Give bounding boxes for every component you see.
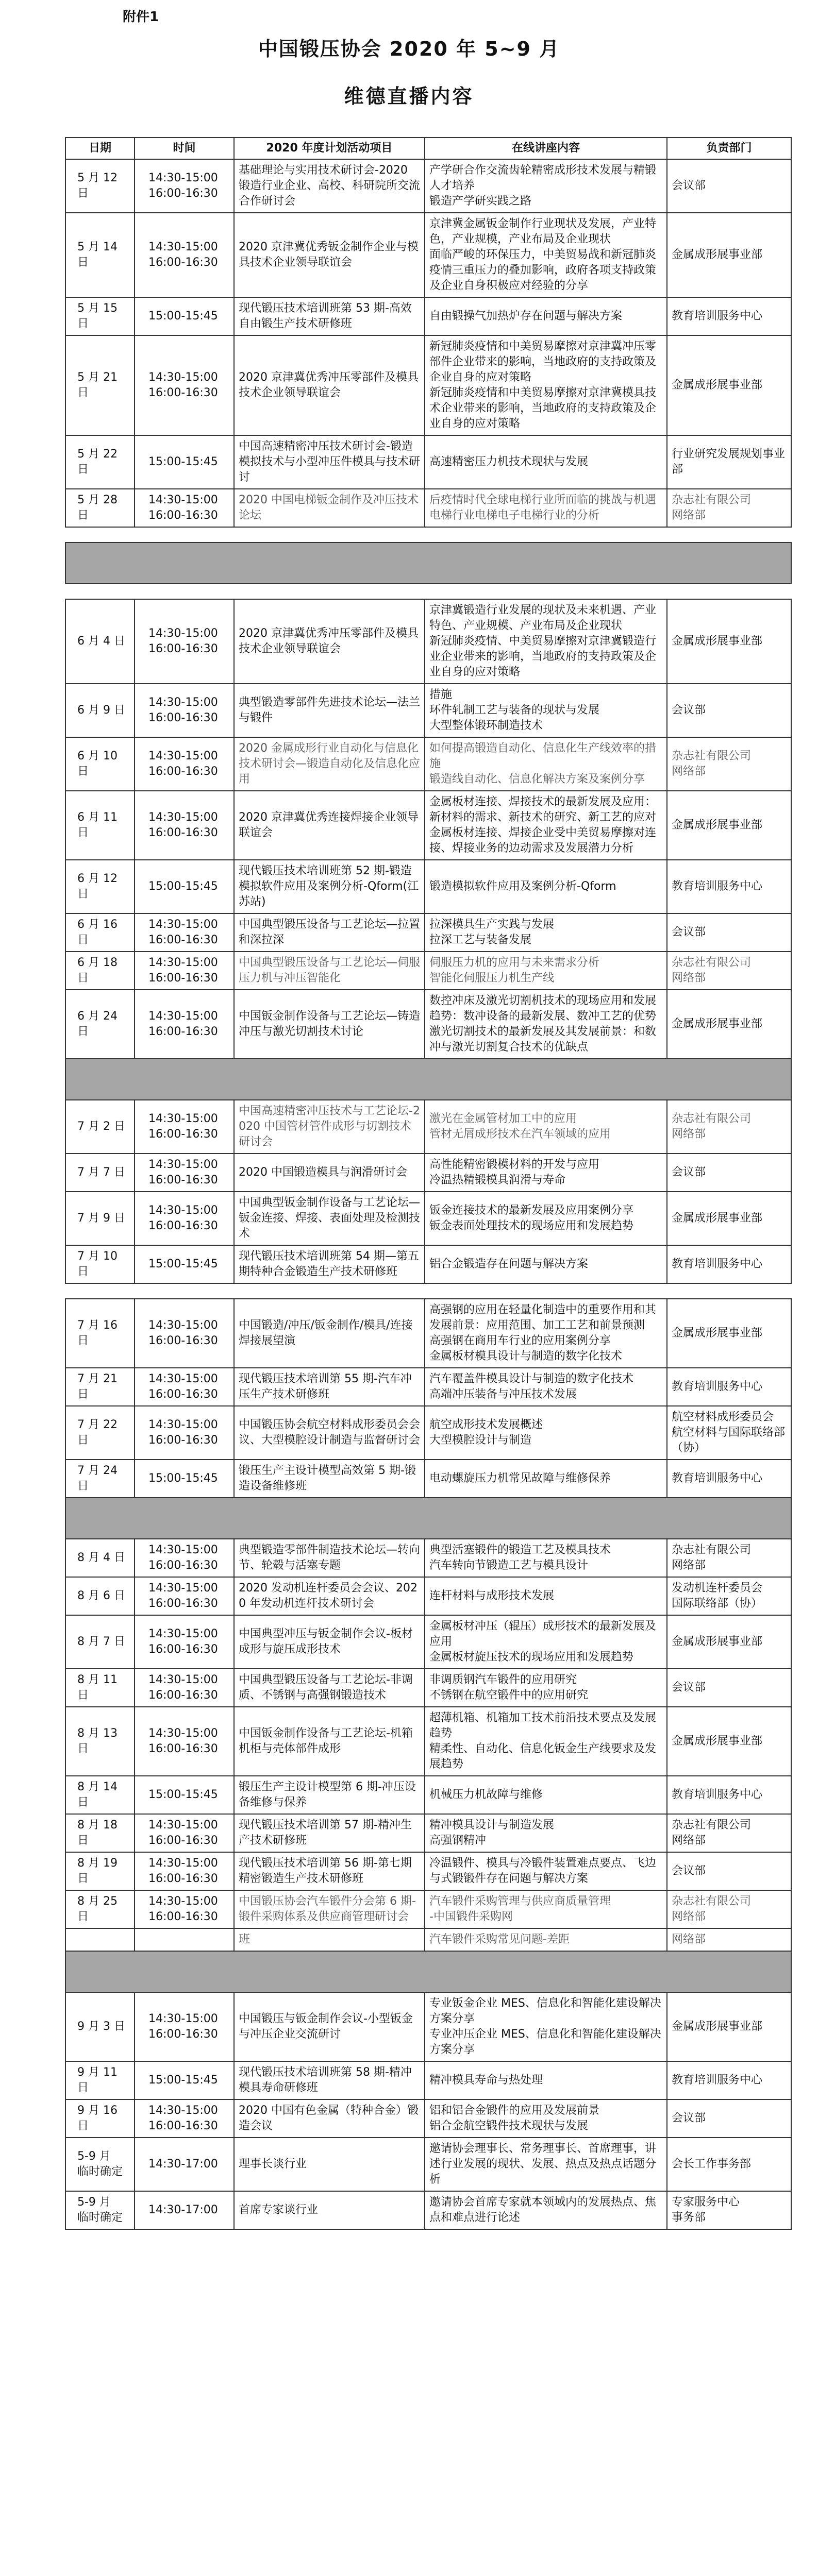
department-cell: 金属成形展事业部: [667, 1707, 791, 1776]
date-cell: 7 月 22 日: [65, 1406, 135, 1460]
time-cell: 14:30-15:00 16:00-16:30: [135, 1406, 234, 1460]
table-row: [65, 2138, 791, 2191]
table-row: [65, 1460, 791, 1498]
department-cell: 发动机连杆委员会 国际联络部（协）: [667, 1577, 791, 1615]
project-cell: 中国典型钣金制作设备与工艺论坛—钣金连接、焊接、表面处理及检测技术: [234, 1192, 425, 1245]
time-cell: 14:30-15:00 16:00-16:30: [135, 213, 234, 297]
date-cell: 8 月 6 日: [65, 1577, 135, 1615]
date-cell: 9 月 11 日: [65, 2061, 135, 2099]
document-title: 中国锻压协会 2020 年 5~9 月: [258, 38, 560, 60]
time-cell: 14:30-15:00 16:00-16:30: [135, 1615, 234, 1669]
department-cell: 金属成形展事业部: [667, 1615, 791, 1669]
table-row: [65, 1154, 791, 1192]
department-cell: 杂志社有限公司 网络部: [667, 1100, 791, 1154]
department-cell: 会议部: [667, 913, 791, 952]
content-cell: 措施 环件轧制工艺与装备的现状与发展 大型整体锻环制造技术: [425, 684, 667, 737]
time-cell: 14:30-15:00 16:00-16:30: [135, 1814, 234, 1852]
section-separator: [65, 543, 791, 584]
project-cell: 中国锻压协会汽车锻件分会第 6 期-锻件采购体系及供应商管理研讨会: [234, 1890, 425, 1928]
time-cell: 15:00-15:45: [135, 1460, 234, 1498]
content-cell: 非调质钢汽车锻件的应用研究 不锈钢在航空锻件中的应用研究: [425, 1669, 667, 1707]
table-row: [65, 159, 791, 213]
separator-cell: [65, 1059, 791, 1100]
date-cell: 6 月 11 日: [65, 791, 135, 860]
time-cell: 14:30-15:00 16:00-16:30: [135, 791, 234, 860]
project-cell: 中国锻压协会航空材料成形委员会会议、大型模腔设计制造与监督研讨会: [234, 1406, 425, 1460]
table-row: [65, 335, 791, 435]
content-cell: 航空成形技术发展概述 大型模腔设计与制造: [425, 1406, 667, 1460]
department-cell: 教育培训服务中心: [667, 297, 791, 335]
department-cell: 会议部: [667, 1852, 791, 1890]
project-cell: 中国典型锻压设备与工艺论坛-非调质、不锈钢与高强钢锻造技术: [234, 1669, 425, 1707]
department-cell: 教育培训服务中心: [667, 860, 791, 913]
content-cell: 专业钣金企业 MES、信息化和智能化建设解决方案分享 专业冲压企业 MES、信息化和智能化建设解决方案分享: [425, 1992, 667, 2061]
date-cell: 7 月 2 日: [65, 1100, 135, 1154]
table-row: [65, 1299, 791, 1368]
project-cell: 中国高速精密冲压技术研讨会-锻造模拟技术与小型冲压件模具与技术研讨: [234, 435, 425, 489]
table-row: [65, 1615, 791, 1669]
table-row: [65, 860, 791, 913]
department-cell: 会议部: [667, 1154, 791, 1192]
department-cell: 教育培训服务中心: [667, 1368, 791, 1406]
date-cell: 8 月 18 日: [65, 1814, 135, 1852]
project-cell: 2020 发动机连杆委员会会议、2020 年发动机连杆技术研讨会: [234, 1577, 425, 1615]
content-cell: 拉深模具生产实践与发展 拉深工艺与装备发展: [425, 913, 667, 952]
project-cell: 2020 京津冀优秀冲压零部件及模具技术企业领导联谊会: [234, 335, 425, 435]
project-cell: 现代锻压技术培训班第 53 期-高效自由锻生产技术研修班: [234, 297, 425, 335]
table-row: [65, 952, 791, 990]
content-cell: 铝和铝合金锻件的应用及发展前景 铝合金航空锻件技术现状与发展: [425, 2099, 667, 2138]
spacer-cell: [65, 527, 791, 543]
department-cell: 行业研究发展规划事业部: [667, 435, 791, 489]
content-cell: 超薄机箱、机箱加工技术前沿技术要点及发展趋势 精柔性、自动化、信息化钣金生产线要求及发展趋势: [425, 1707, 667, 1776]
content-cell: 铝合金锻造存在问题与解决方案: [425, 1245, 667, 1283]
table-row: [65, 1852, 791, 1890]
time-cell: 14:30-15:00 16:00-16:30: [135, 737, 234, 791]
date-cell: 5 月 22 日: [65, 435, 135, 489]
content-cell: 钣金连接技术的最新发展及应用案例分享 钣金表面处理技术的现场应用和发展趋势: [425, 1192, 667, 1245]
time-cell: 15:00-15:45: [135, 1776, 234, 1814]
department-cell: 网络部: [667, 1928, 791, 1951]
time-cell: 15:00-15:45: [135, 297, 234, 335]
content-cell: 机械压力机故障与维修: [425, 1776, 667, 1814]
date-cell: [65, 1928, 135, 1951]
project-cell: 2020 中国电梯钣金制作及冲压技术论坛: [234, 489, 425, 527]
content-cell: 金属板材冲压（辊压）成形技术的最新发展及应用 金属板材旋压技术的现场应用和发展趋势: [425, 1615, 667, 1669]
table-row: [65, 2191, 791, 2229]
time-cell: 15:00-15:45: [135, 860, 234, 913]
content-cell: 汽车锻件采购管理与供应商质量管理 -中国锻件采购网: [425, 1890, 667, 1928]
date-cell: 5 月 12 日: [65, 159, 135, 213]
time-cell: 14:30-15:00 16:00-16:30: [135, 1890, 234, 1928]
table-row: [65, 1100, 791, 1154]
department-cell: 教育培训服务中心: [667, 1460, 791, 1498]
date-cell: 5 月 14 日: [65, 213, 135, 297]
content-cell: 邀请协会首席专家就本领域内的发展热点、焦点和难点进行论述: [425, 2191, 667, 2229]
date-cell: 6 月 12 日: [65, 860, 135, 913]
department-cell: 杂志社有限公司 网络部: [667, 952, 791, 990]
content-cell: 京津冀金属钣金制作行业现状及发展，产业特色，产业规模，产业布局及企业现状 面临严峻的环保压力，中美贸易战和新冠肺炎疫情三重压力的叠加影响，政府各项支持政策及企业自身积极应对经验的分享: [425, 213, 667, 297]
department-cell: 杂志社有限公司 网络部: [667, 489, 791, 527]
date-cell: 5 月 21 日: [65, 335, 135, 435]
header-content: 在线讲座内容: [425, 138, 667, 159]
department-cell: 航空材料成形委员会 航空材料与国际联络部（协）: [667, 1406, 791, 1460]
department-cell: 金属成形展事业部: [667, 599, 791, 684]
content-cell: 产学研合作交流齿轮精密成形技术发展与精锻人才培养 锻造产学研实践之路: [425, 159, 667, 213]
department-cell: 会议部: [667, 2099, 791, 2138]
project-cell: 2020 京津冀优秀钣金制作企业与模具技术企业领导联谊会: [234, 213, 425, 297]
table-row: [65, 599, 791, 684]
project-cell: 2020 中国锻造模具与润滑研讨会: [234, 1154, 425, 1192]
project-cell: 中国典型冲压与钣金制作会议-板材成形与旋压成形技术: [234, 1615, 425, 1669]
time-cell: [135, 1928, 234, 1951]
table-body: [65, 159, 791, 2229]
content-cell: 数控冲床及激光切割机技术的现场应用和发展趋势：数冲设备的最新发展、数冲工艺的优势 激光切割技术的最新发展及其发展前景：和数冲与激光切割复合技术的优缺点: [425, 990, 667, 1059]
table-row: [65, 435, 791, 489]
content-cell: 汽车锻件采购常见问题-差距: [425, 1928, 667, 1951]
spacer-cell: [65, 584, 791, 599]
department-cell: 金属成形展事业部: [667, 1992, 791, 2061]
project-cell: 典型锻造零部件制造技术论坛—转向节、轮毂与活塞专题: [234, 1539, 425, 1577]
project-cell: 2020 京津冀优秀连接焊接企业领导联谊会: [234, 791, 425, 860]
spacer-cell: [65, 1283, 791, 1299]
department-cell: 教育培训服务中心: [667, 2061, 791, 2099]
table-row: [65, 1669, 791, 1707]
date-cell: 6 月 18 日: [65, 952, 135, 990]
project-cell: 中国典型锻压设备与工艺论坛—拉置和深拉深: [234, 913, 425, 952]
content-cell: 精冲模具设计与制造发展 高强钢精冲: [425, 1814, 667, 1852]
table-row: [65, 1928, 791, 1951]
time-cell: 14:30-17:00: [135, 2191, 234, 2229]
table-row: [65, 297, 791, 335]
department-cell: 杂志社有限公司 网络部: [667, 737, 791, 791]
date-cell: 7 月 16 日: [65, 1299, 135, 1368]
date-cell: 8 月 13 日: [65, 1707, 135, 1776]
table-row: [65, 1992, 791, 2061]
date-cell: 5 月 28 日: [65, 489, 135, 527]
time-cell: 14:30-15:00 16:00-16:30: [135, 1707, 234, 1776]
project-cell: 基础理论与实用技术研讨会-2020 锻造行业企业、高校、科研院所交流合作研讨会: [234, 159, 425, 213]
table-row: [65, 1814, 791, 1852]
date-cell: 8 月 25 日: [65, 1890, 135, 1928]
date-cell: 8 月 4 日: [65, 1539, 135, 1577]
table-header-row: [65, 138, 791, 159]
section-separator: [65, 1059, 791, 1100]
content-cell: 高性能精密锻模材料的开发与应用 冷温热精锻模具润滑与寿命: [425, 1154, 667, 1192]
date-cell: 5-9 月 临时确定: [65, 2191, 135, 2229]
document-subtitle: 维德直播内容: [344, 85, 474, 108]
time-cell: 14:30-15:00 16:00-16:30: [135, 1577, 234, 1615]
date-cell: 7 月 21 日: [65, 1368, 135, 1406]
time-cell: 14:30-15:00 16:00-16:30: [135, 1299, 234, 1368]
time-cell: 14:30-15:00 16:00-16:30: [135, 1192, 234, 1245]
time-cell: 15:00-15:45: [135, 1245, 234, 1283]
content-cell: 精冲模具寿命与热处理: [425, 2061, 667, 2099]
content-cell: 连杆材料与成形技术发展: [425, 1577, 667, 1615]
table-row: [65, 1192, 791, 1245]
project-cell: 现代锻压技术培训第 55 期-汽车冲压生产技术研修班: [234, 1368, 425, 1406]
content-cell: 京津冀锻造行业发展的现状及未来机遇、产业特色、产业规模、产业布局及企业现状 新冠肺炎疫情、中美贸易摩擦对京津冀锻造行业企业带来的影响，当地政府的支持政策及企业自身的应对策略: [425, 599, 667, 684]
project-cell: 中国锻压与钣金制作会议-小型钣金与冲压企业交流研讨: [234, 1992, 425, 2061]
department-cell: 杂志社有限公司 网络部: [667, 1890, 791, 1928]
department-cell: 金属成形展事业部: [667, 990, 791, 1059]
time-cell: 14:30-15:00 16:00-16:30: [135, 335, 234, 435]
content-cell: 冷温锻件、模具与冷锻件装置难点要点、飞边与式锻锻件存在问题与解决方案: [425, 1852, 667, 1890]
project-cell: 锻压生产主设计模型高效第 5 期-锻造设备维修班: [234, 1460, 425, 1498]
time-cell: 14:30-15:00 16:00-16:30: [135, 1154, 234, 1192]
table-row: [65, 1890, 791, 1928]
table-row: [65, 489, 791, 527]
time-cell: 14:30-15:00 16:00-16:30: [135, 990, 234, 1059]
project-cell: 中国钣金制作设备与工艺论坛-机箱机柜与壳体部件成形: [234, 1707, 425, 1776]
separator-cell: [65, 1498, 791, 1539]
date-cell: 6 月 16 日: [65, 913, 135, 952]
content-cell: 高强钢的应用在轻量化制造中的重要作用和其发展前景：应用范围、加工工艺和前景预测 高强钢在商用车行业的应用案例分享 金属板材模具设计与制造的数字化技术: [425, 1299, 667, 1368]
date-cell: 5 月 15 日: [65, 297, 135, 335]
table-row: [65, 684, 791, 737]
department-cell: 金属成形展事业部: [667, 791, 791, 860]
table-row: [65, 1368, 791, 1406]
table-row: [65, 213, 791, 297]
header-time: 时间: [135, 138, 234, 159]
attachment-label: 附件1: [123, 9, 159, 25]
project-cell: 中国钣金制作设备与工艺论坛—铸造冲压与激光切割技术讨论: [234, 990, 425, 1059]
date-cell: 6 月 24 日: [65, 990, 135, 1059]
department-cell: 金属成形展事业部: [667, 1192, 791, 1245]
department-cell: 会议部: [667, 684, 791, 737]
date-cell: 6 月 4 日: [65, 599, 135, 684]
table-row: [65, 737, 791, 791]
department-cell: 会长工作事务部: [667, 2138, 791, 2191]
content-cell: 锻造模拟软件应用及案例分析-Qform: [425, 860, 667, 913]
date-cell: 7 月 7 日: [65, 1154, 135, 1192]
content-cell: 后疫情时代全球电梯行业所面临的挑战与机遇 电梯行业电梯电子电梯行业的分析: [425, 489, 667, 527]
project-cell: 现代锻压技术培训班第 54 期—第五期特种合金锻造生产技术研修班: [234, 1245, 425, 1283]
table-row: [65, 1406, 791, 1460]
time-cell: 14:30-15:00 16:00-16:30: [135, 1539, 234, 1577]
project-cell: 现代锻压技术培训第 57 期-精冲生产技术研修班: [234, 1814, 425, 1852]
header-date: 日期: [65, 138, 135, 159]
content-cell: 高速精密压力机技术现状与发展: [425, 435, 667, 489]
project-cell: 首席专家谈行业: [234, 2191, 425, 2229]
table-row: [65, 1539, 791, 1577]
time-cell: 14:30-17:00: [135, 2138, 234, 2191]
table-row: [65, 1577, 791, 1615]
date-cell: 9 月 16 日: [65, 2099, 135, 2138]
date-cell: 9 月 3 日: [65, 1992, 135, 2061]
project-cell: 中国典型锻压设备与工艺论坛—伺服压力机与冲压智能化: [234, 952, 425, 990]
department-cell: 教育培训服务中心: [667, 1245, 791, 1283]
table-row: [65, 791, 791, 860]
table-row: [65, 1707, 791, 1776]
department-cell: 会议部: [667, 1669, 791, 1707]
schedule-table: [65, 137, 792, 2230]
time-cell: 14:30-15:00 16:00-16:30: [135, 599, 234, 684]
project-cell: 2020 金属成形行业自动化与信息化技术研讨会—锻造自动化及信息化应用: [234, 737, 425, 791]
content-cell: 激光在金属管材加工中的应用 管材无屑成形技术在汽车领域的应用: [425, 1100, 667, 1154]
project-cell: 2020 中国有色金属（特种合金）锻造会议: [234, 2099, 425, 2138]
project-cell: 中国锻造/冲压/钣金制作/模具/连接焊接展望演: [234, 1299, 425, 1368]
content-cell: 自由锻操气加热炉存在问题与解决方案: [425, 297, 667, 335]
department-cell: 杂志社有限公司 网络部: [667, 1814, 791, 1852]
project-cell: 现代锻压技术培训班第 58 期-精冲模具寿命研修班: [234, 2061, 425, 2099]
project-cell: 2020 京津冀优秀冲压零部件及模具技术企业领导联谊会: [234, 599, 425, 684]
separator-cell: [65, 543, 791, 584]
content-cell: 邀请协会理事长、常务理事长、首席理事，讲述行业发展的现状、发展、热点及热点话题分析: [425, 2138, 667, 2191]
content-cell: 电动螺旋压力机常见故障与维修保养: [425, 1460, 667, 1498]
project-cell: 现代锻压技术培训班第 52 期-锻造模拟软件应用及案例分析-Qform(江苏站): [234, 860, 425, 913]
project-cell: 典型锻造零部件先进技术论坛—法兰与锻件: [234, 684, 425, 737]
table-row: [65, 990, 791, 1059]
table-row: [65, 2061, 791, 2099]
time-cell: 14:30-15:00 16:00-16:30: [135, 684, 234, 737]
department-cell: 金属成形展事业部: [667, 335, 791, 435]
section-separator: [65, 1951, 791, 1992]
time-cell: 14:30-15:00 16:00-16:30: [135, 1992, 234, 2061]
time-cell: 14:30-15:00 16:00-16:30: [135, 913, 234, 952]
section-separator: [65, 1498, 791, 1539]
project-cell: 现代锻压技术培训第 56 期-第七期精密锻造生产技术研修班: [234, 1852, 425, 1890]
separator-cell: [65, 1951, 791, 1992]
content-cell: 伺服压力机的应用与未来需求分析 智能化伺服压力机生产线: [425, 952, 667, 990]
project-cell: 锻压生产主设计模型第 6 期-冲压设备维修与保养: [234, 1776, 425, 1814]
date-cell: 6 月 10 日: [65, 737, 135, 791]
time-cell: 14:30-15:00 16:00-16:30: [135, 1100, 234, 1154]
table-spacer: [65, 584, 791, 599]
table-spacer: [65, 527, 791, 543]
date-cell: 8 月 11 日: [65, 1669, 135, 1707]
date-cell: 8 月 19 日: [65, 1852, 135, 1890]
table-row: [65, 2099, 791, 2138]
department-cell: 会议部: [667, 159, 791, 213]
content-cell: 如何提高锻造自动化、信息化生产线效率的措施 锻造线自动化、信息化解决方案及案例分享: [425, 737, 667, 791]
time-cell: 14:30-15:00 16:00-16:30: [135, 1669, 234, 1707]
date-cell: 7 月 24 日: [65, 1460, 135, 1498]
department-cell: 金属成形展事业部: [667, 213, 791, 297]
project-cell: 班: [234, 1928, 425, 1951]
content-cell: 金属板材连接、焊接技术的最新发展及应用：新材料的需求、新技术的研究、新工艺的应对 金属板材连接、焊接企业受中美贸易摩擦对连接、焊接业务的边动需求及发展潜力分析: [425, 791, 667, 860]
time-cell: 15:00-15:45: [135, 2061, 234, 2099]
time-cell: 14:30-15:00 16:00-16:30: [135, 1368, 234, 1406]
date-cell: 8 月 14 日: [65, 1776, 135, 1814]
table-row: [65, 913, 791, 952]
time-cell: 14:30-15:00 16:00-16:30: [135, 159, 234, 213]
time-cell: 14:30-15:00 16:00-16:30: [135, 1852, 234, 1890]
table-row: [65, 1245, 791, 1283]
time-cell: 14:30-15:00 16:00-16:30: [135, 952, 234, 990]
department-cell: 专家服务中心 事务部: [667, 2191, 791, 2229]
project-cell: 中国高速精密冲压技术与工艺论坛-2020 中国管材管件成形与切割技术研讨会: [234, 1100, 425, 1154]
table-row: [65, 1776, 791, 1814]
department-cell: 教育培训服务中心: [667, 1776, 791, 1814]
header-project: 2020 年度计划活动项目: [234, 138, 425, 159]
date-cell: 5-9 月 临时确定: [65, 2138, 135, 2191]
date-cell: 6 月 9 日: [65, 684, 135, 737]
date-cell: 7 月 10 日: [65, 1245, 135, 1283]
content-cell: 汽车覆盖件模具设计与制造的数字化技术 高端冲压装备与冲压技术发展: [425, 1368, 667, 1406]
time-cell: 14:30-15:00 16:00-16:30: [135, 489, 234, 527]
header-department: 负责部门: [667, 138, 791, 159]
department-cell: 金属成形展事业部: [667, 1299, 791, 1368]
time-cell: 15:00-15:45: [135, 435, 234, 489]
table-spacer: [65, 1283, 791, 1299]
content-cell: 典型活塞锻件的锻造工艺及模具技术 汽车转向节锻造工艺与模具设计: [425, 1539, 667, 1577]
project-cell: 理事长谈行业: [234, 2138, 425, 2191]
date-cell: 7 月 9 日: [65, 1192, 135, 1245]
date-cell: 8 月 7 日: [65, 1615, 135, 1669]
time-cell: 14:30-15:00 16:00-16:30: [135, 2099, 234, 2138]
content-cell: 新冠肺炎疫情和中美贸易摩擦对京津冀冲压零部件企业带来的影响，当地政府的支持政策及企业自身的应对策略 新冠肺炎疫情和中美贸易摩擦对京津冀模具技术企业带来的影响，当地政府的支持政策及企业自身的应对策略: [425, 335, 667, 435]
department-cell: 杂志社有限公司 网络部: [667, 1539, 791, 1577]
